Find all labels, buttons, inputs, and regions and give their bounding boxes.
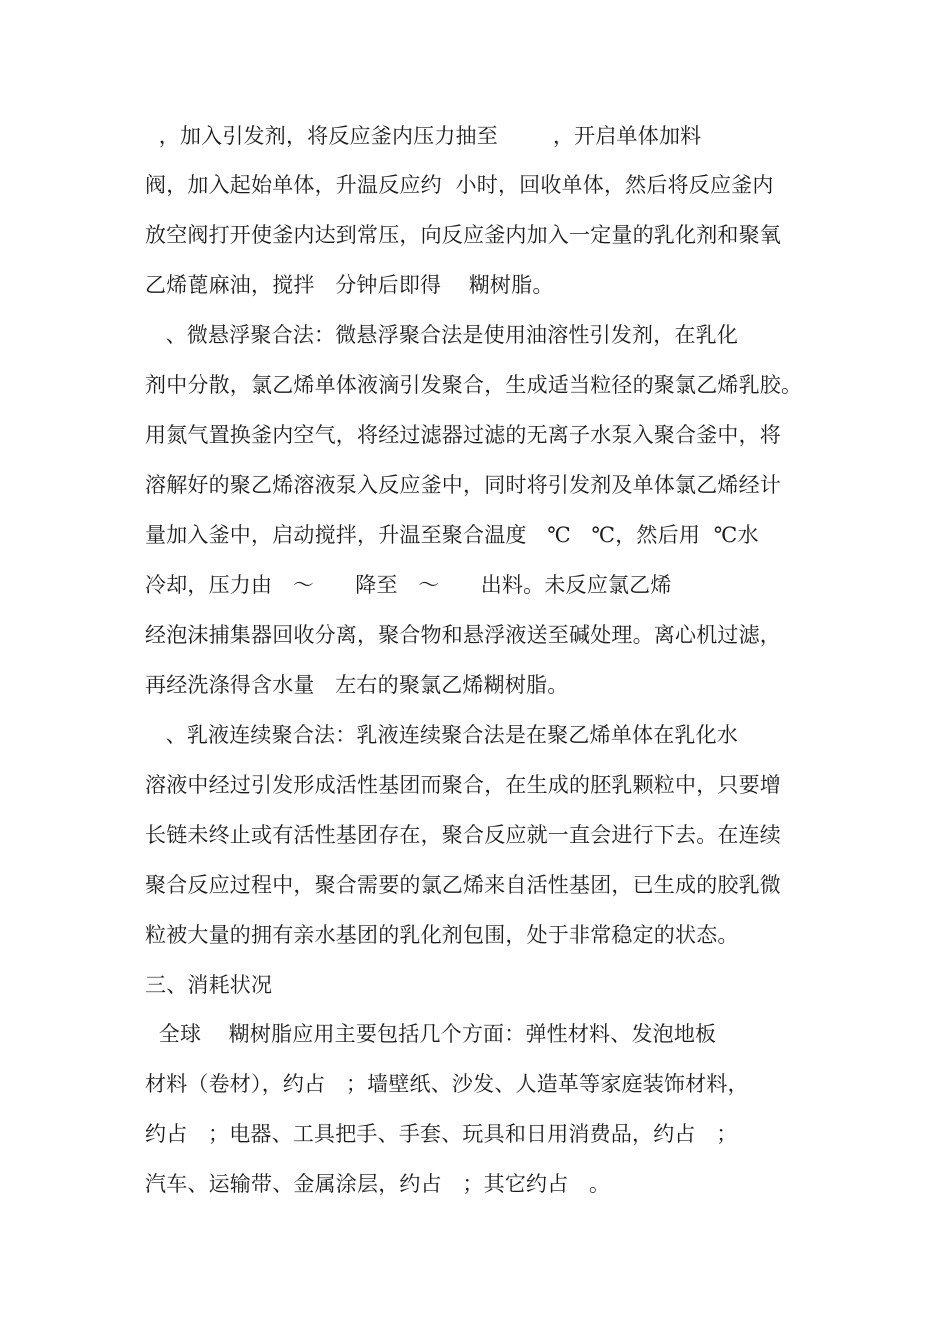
text-line-16: 聚合反应过程中，聚合需要的氯乙烯来自活性基团，已生成的胶乳微 (145, 873, 781, 897)
text-line-7: 用氮气置换釜内空气，将经过滤器过滤的无离子水泵入聚合釜中，将 (145, 423, 781, 447)
text-line-3: 放空阀打开使釜内达到常压，向反应釜内加入一定量的乳化剂和聚氧 (145, 223, 781, 247)
text-line-19: 全球 糊树脂应用主要包括几个方面：弹性材料、发泡地板 (145, 1022, 717, 1046)
text-line-9: 量加入釜中，启动搅拌，升温至聚合温度 ℃ ℃，然后用 ℃水 (145, 523, 759, 547)
text-line-20: 材料（卷材），约占 ；墙壁纸、沙发、人造革等家庭装饰材料， (145, 1072, 749, 1096)
text-line-2: 阀，加入起始单体，升温反应约 小时，回收单体，然后将反应釜内 (145, 173, 774, 197)
text-line-22: 汽车、运输带、金属涂层，约占 ；其它约占 。 (145, 1172, 611, 1196)
text-line-14: 溶液中经过引发形成活性基团而聚合，在生成的胚乳颗粒中，只要增 (145, 773, 781, 797)
text-line-10: 冷却，压力由 ～ 降至 ～ 出料。未反应氯乙烯 (145, 573, 672, 597)
text-line-12: 再经洗涤得含水量 左右的聚氯乙烯糊树脂。 (145, 673, 569, 697)
text-line-5: 、微悬浮聚合法：微悬浮聚合法是使用油溶性引发剂，在乳化 (145, 323, 739, 347)
text-line-4: 乙烯蓖麻油，搅拌 分钟后即得 糊树脂。 (145, 273, 554, 297)
text-line-21: 约占 ；电器、工具把手、手套、玩具和日用消费品，约占 ； (145, 1122, 738, 1146)
text-line-6: 剂中分散，氯乙烯单体液滴引发聚合，生成适当粒径的聚氯乙烯乳胶。 (145, 373, 803, 397)
text-line-8: 溶解好的聚乙烯溶液泵入反应釜中，同时将引发剂及单体氯乙烯经计 (145, 473, 781, 497)
text-line-1: ，加入引发剂，将反应釜内压力抽至 ，开启单体加料 (145, 124, 702, 148)
text-line-11: 经泡沫捕集器回收分离，聚合物和悬浮液送至碱处理。离心机过滤， (145, 623, 781, 647)
text-line-13: 、乳液连续聚合法：乳液连续聚合法是在聚乙烯单体在乳化水 (145, 723, 739, 747)
text-line-15: 长链未终止或有活性基团存在，聚合反应就一直会进行下去。在连续 (145, 823, 781, 847)
text-line-17: 粒被大量的拥有亲水基团的乳化剂包围，处于非常稳定的状态。 (145, 923, 739, 947)
section-heading: 三、消耗状况 (145, 973, 273, 997)
